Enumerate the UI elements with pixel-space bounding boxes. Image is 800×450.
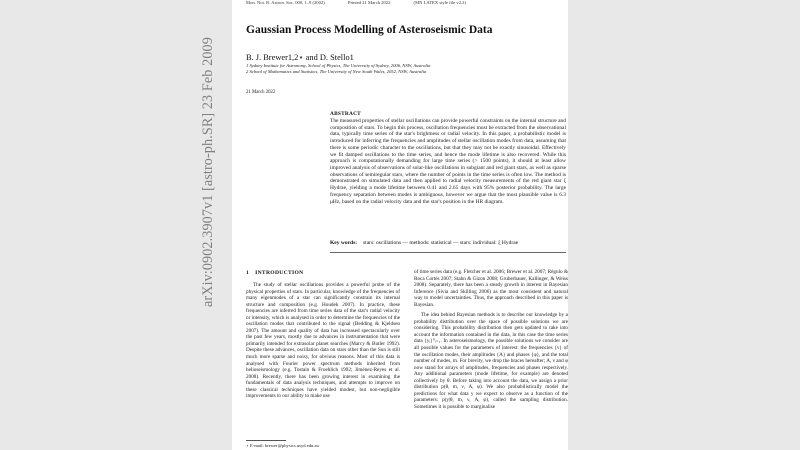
affiliation-2: 2 School of Mathematics and Statistics, The University of New South Wales, 2052, NSW, Australia: [246, 69, 427, 74]
intro-paragraph-2: of time series data (e.g. Fletcher et al. 2006; Brewer et al. 2007; Régulo & Roca Cortés 2007; Stahn & Gizon 2008; Gruberbauer, Kallinger, & Weiss 2008). Separately, there has been a steady growth in interest in Bayesian Inference (Sivia and Skilling 2006) as the most consistent and natural way to model uncertainties. Thus, the approach described in this paper is Bayesian.: [414, 269, 568, 308]
author-list: B. J. Brewer1,2⋆ and D. Stello1: [246, 53, 354, 62]
footnote-email: ⋆ E-mail: brewer@physics.usyd.edu.au: [246, 443, 319, 448]
keywords-label: Key words:: [330, 240, 358, 246]
abstract-text: The measured properties of stellar oscillations can provide powerful constraints on the internal structure and composition of stars. To begin this process, oscillation frequencies must be extracted from the observational data, typically time series of the star's brightness or radial velocity. In this paper, a probabilistic model is introduced for inferring the frequencies and amplitudes of stellar oscillation modes from data, assuming that there is some periodic character to the oscillations, but that they may not be exactly sinusoidal. Effectively we fit damped oscillations to the time series, and hence the mode lifetime is also recovered. While this approach is computationally demanding for large time series (> 1500 points), it should at least allow improved analysis of observations of solar-like oscillations in subgiant and red giant stars, as well as sparse observations of semiregular stars, where the number of points in the time series is often low. The method is demonstrated on simulated data and then applied to radial velocity measurements of the red giant star ξ Hydrae, yielding a mode lifetime between 0.41 and 2.65 days with 95% posterior probability. The large frequency separation between modes is ambiguous, however we argue that the most plausible value is 6.3 μHz, based on the radial velocity data and the star's position in the HR diagram.: [330, 118, 566, 205]
footnote-divider: [246, 440, 286, 441]
paper-title: Gaussian Process Modelling of Asteroseismic Data: [246, 24, 493, 36]
paper-date: 21 March 2022: [246, 90, 276, 95]
intro-paragraph-3: The idea behind Bayesian methods is to describe our knowledge by a probability distribution over the space of possible solutions we are considering. This probability distribution then gets updated to take into account the information contained in the data, in this case the time series data {yᵢ}ᴺᵢ₌₁. In asteroseismology, the possible solutions we consider are all possible values for the parameters of interest: the frequencies {ν} of the oscillation modes, their amplitudes {A} and phases {φ}, and the total number of modes, m. For brevity, we drop the braces hereafter; A, ν and φ now stand for arrays of amplitudes, frequencies and phases respectively. Any additional parameters (mode lifetime, for example) are denoted collectively by θ. Before taking into account the data, we assign a prior distribution p(θ, m, ν, A, φ). We also probabilistically model the predictions for what data y we expect to observe as a function of the parameters: p(y|θ, m, ν, A, φ), called the sampling distribution. Sometimes it is possible to marginalise: [414, 312, 568, 410]
running-header: [246, 0, 566, 5]
abstract-divider: [330, 252, 566, 253]
intro-paragraph-1: The study of stellar oscillations provides a powerful probe of the physical properties of stars. In particular, knowledge of the frequencies of many eigenmodes of a star can significantly constrain its internal structure and composition (e.g. Houdek 2007). In practice, these frequencies are inferred from time series data of the star's radial velocity or intensity, which is analysed in order to determine the frequencies of the oscillation modes that contributed to the signal (Bedding & Kjeldsen 2007). The amount and quality of data has increased spectacularly over the past few years, mostly due to advances in instrumentation that were primarily intended for extrasolar planet searches (Marcy & Butler 1992). Despite these advances, oscillation data on stars other than the Sun is still much more sparse and noisy, for obvious reasons. Most of this data is analysed with Fourier power spectrum methods inherited from helioseismology (e.g. Tostain & Froehlich 1992; Jiménez-Reyes et al. 2008). Recently, there has been growing interest in examining the fundamentals of data analysis techniques, and attempts to improve on these classical techniques have yielded modest, but non-negligible improvements to our ability to make use: [246, 282, 400, 400]
right-column: [414, 269, 568, 414]
print-date: Printed 21 March 2022: [347, 0, 391, 5]
left-column: [246, 282, 400, 404]
section-number: 1: [246, 270, 250, 276]
section-heading: [246, 270, 303, 276]
style-note: (MN LATEX style file v2.2): [413, 0, 466, 5]
abstract-heading: ABSTRACT: [330, 111, 361, 117]
keywords: [330, 240, 568, 246]
arxiv-identifier: arXiv:0902.3907v1 [astro-ph.SR] 23 Feb 2009: [200, 37, 216, 307]
journal-citation: Mon. Not. R. Astron. Soc. 000, 1–9 (2002): [246, 0, 325, 5]
arxiv-stamp: [198, 37, 218, 307]
affiliation-1: 1 Sydney Institute for Astronomy, School of Physics, The University of Sydney, 2006, NSW, Australia: [246, 63, 431, 68]
keywords-text: stars: oscillations — methods: statistical — stars: individual: ξ Hydrae: [363, 240, 519, 246]
section-title: INTRODUCTION: [255, 270, 304, 276]
paper-page: [232, 0, 568, 450]
